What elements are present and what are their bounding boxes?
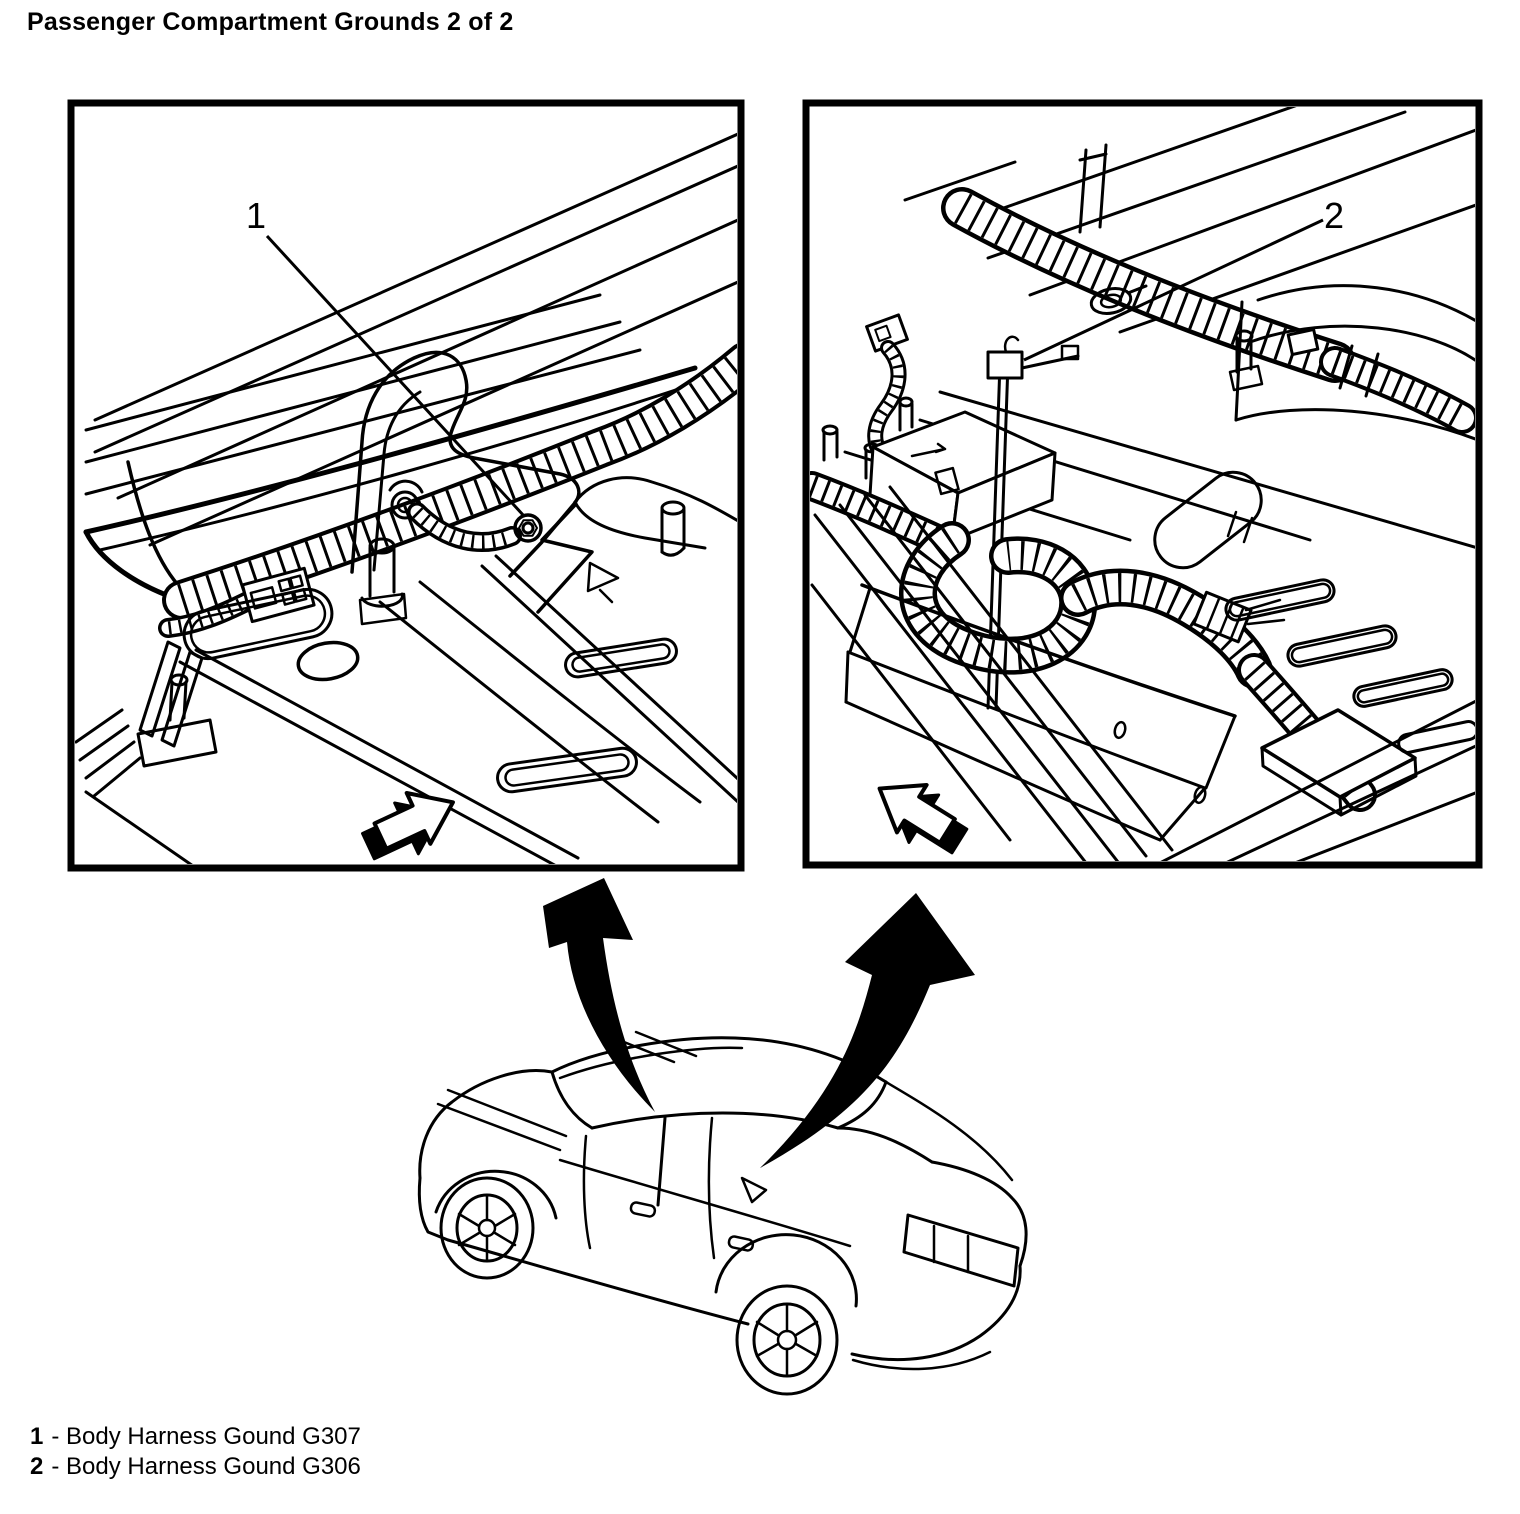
legend	[30, 1422, 361, 1482]
rear-wheel	[737, 1286, 837, 1394]
legend-item-2-number: 2	[30, 1453, 44, 1480]
figure-title: Passenger Compartment Grounds 2 of 2	[27, 8, 514, 36]
right-illustration-panel	[806, 100, 1479, 868]
callout-2-label: 2	[1324, 195, 1345, 236]
legend-item-1	[30, 1422, 361, 1452]
left-panel-frame	[71, 103, 741, 868]
legend-item-1-number: 1	[30, 1423, 44, 1450]
left-illustration-panel	[71, 103, 750, 872]
locator-arrow-to-right-panel	[760, 893, 975, 1168]
car-illustration	[419, 1032, 1026, 1394]
callout-1-label: 1	[246, 195, 267, 236]
front-wheel	[441, 1178, 533, 1278]
legend-item-2-text: - Body Harness Gound G306	[51, 1453, 361, 1480]
legend-item-1-text: - Body Harness Gound G307	[51, 1423, 361, 1450]
legend-item-2	[30, 1452, 361, 1482]
